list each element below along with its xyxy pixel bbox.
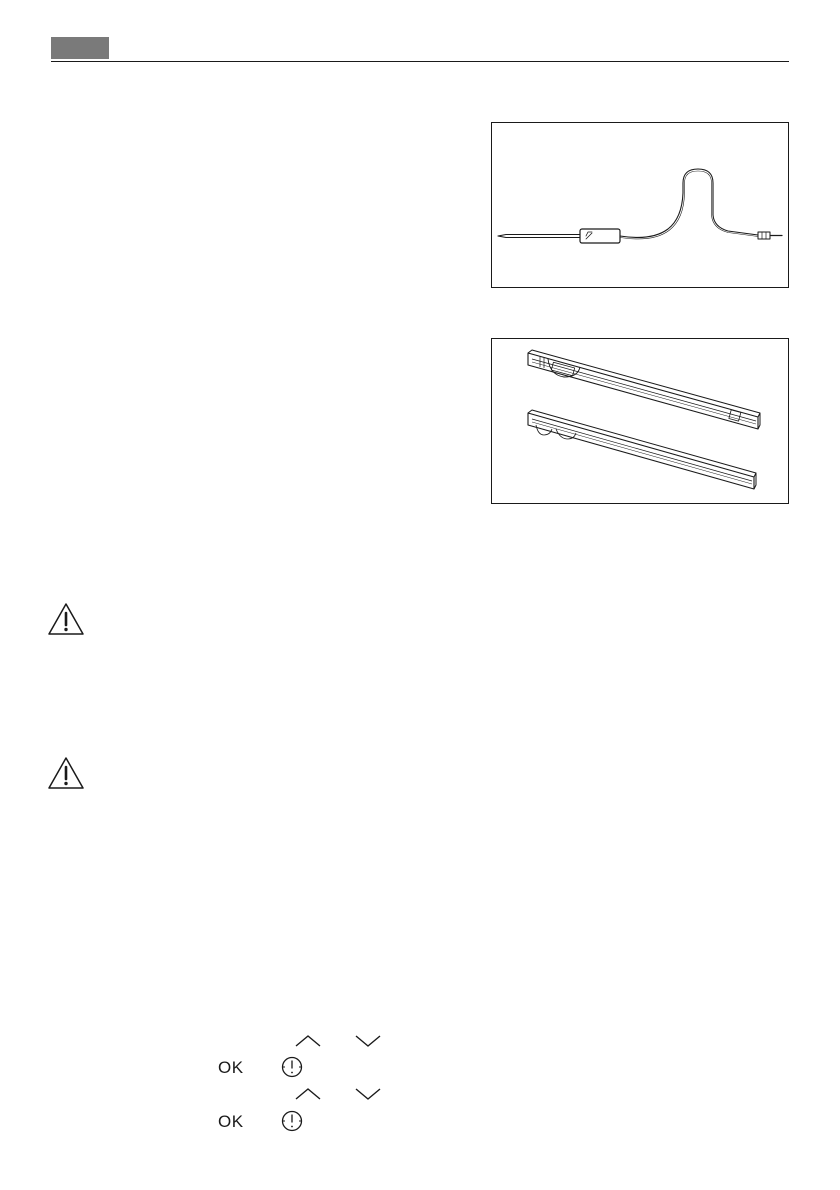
ok-symbol-label: OK	[218, 1058, 244, 1077]
chevron-up-icon	[295, 1087, 321, 1101]
ok-symbol-label: OK	[218, 1112, 244, 1131]
meat-probe-illustration	[492, 123, 788, 287]
warning-triangle-icon	[47, 756, 85, 790]
telescopic-runners-figure	[491, 338, 789, 504]
telescopic-runners-illustration	[492, 339, 788, 503]
warning-triangle-icon	[47, 602, 85, 636]
chevron-up-icon	[295, 1034, 321, 1048]
clock-icon	[280, 1055, 304, 1079]
chevron-down-icon	[355, 1034, 381, 1048]
chevron-down-icon	[355, 1087, 381, 1101]
clock-icon	[280, 1109, 304, 1133]
meat-probe-figure	[491, 122, 789, 288]
section-tab	[51, 37, 109, 59]
header-divider	[51, 61, 789, 62]
